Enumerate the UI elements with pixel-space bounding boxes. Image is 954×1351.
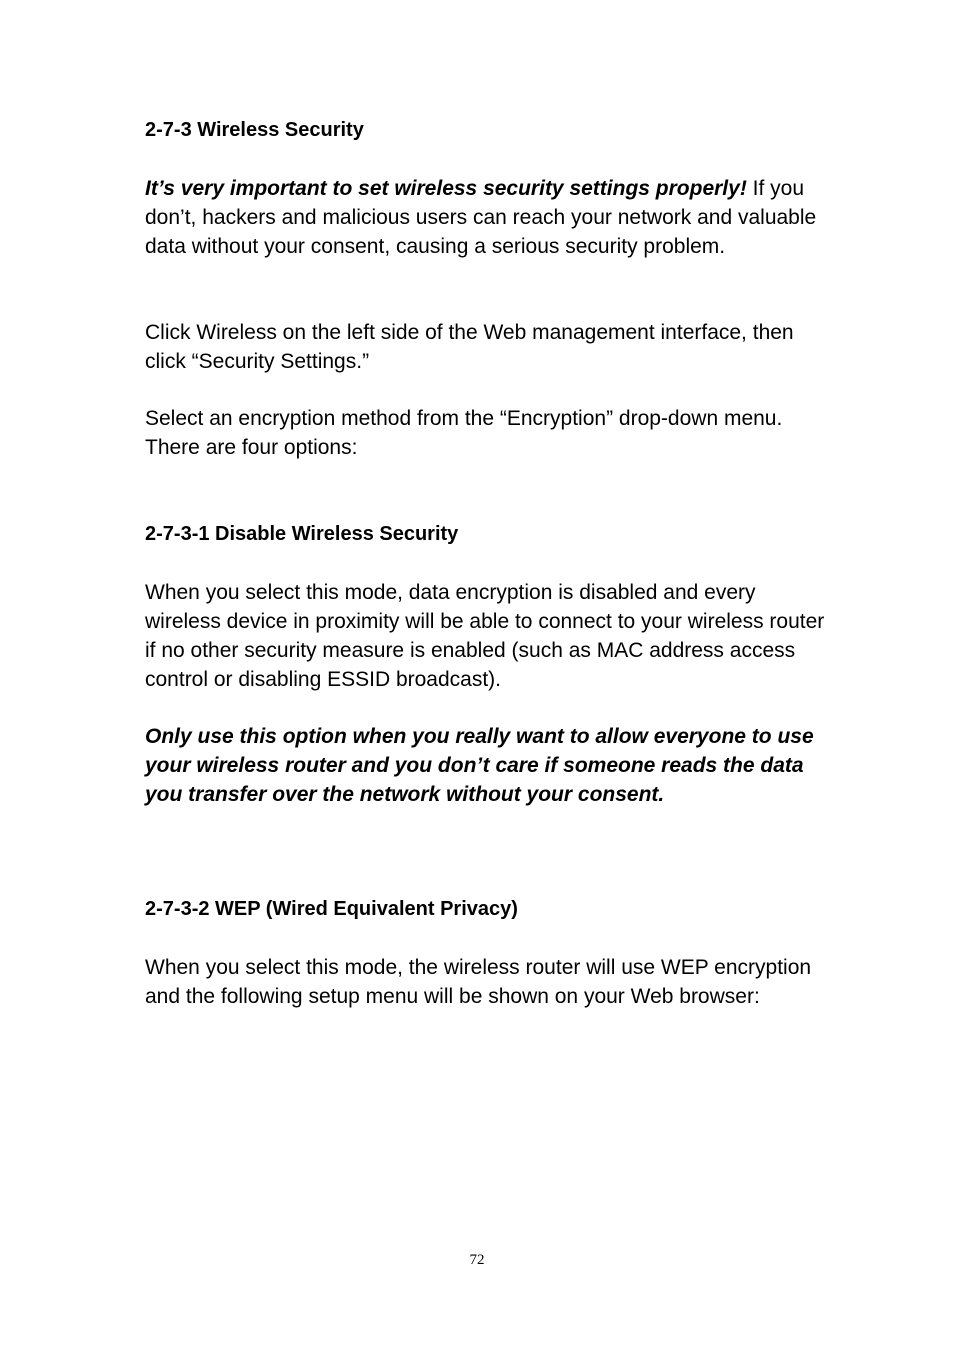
section-heading-wep: 2-7-3-2 WEP (Wired Equivalent Privacy) xyxy=(145,898,518,920)
wep-mode-paragraph: When you select this mode, the wireless router will use WEP encryption and the following setup menu will be shown on your Web browser: xyxy=(145,956,812,1008)
section-heading-wireless-security: 2-7-3 Wireless Security xyxy=(145,119,364,141)
intro-paragraph xyxy=(145,174,825,261)
section-heading-disable-wireless-security: 2-7-3-1 Disable Wireless Security xyxy=(145,523,459,545)
intro-emphasis: It’s very important to set wireless security settings properly! xyxy=(145,177,747,200)
disable-mode-paragraph: When you select this mode, data encryption is disabled and every wireless device in proximity will be able to connect to your wireless router if no other security measure is enabled (such as MAC address access control or disabling ESSID broadcast). xyxy=(145,581,825,691)
page-number: 72 xyxy=(469,1252,485,1268)
select-encryption-paragraph: Select an encryption method from the “Encryption” drop-down menu. There are four options: xyxy=(145,407,783,459)
intro-rest: If you don’t, hackers and malicious users can reach your network and valuable data without your consent, causing a serious security problem. xyxy=(145,177,817,258)
click-wireless-paragraph: Click Wireless on the left side of the Web management interface, then click “Security Settings.” xyxy=(145,321,794,373)
disable-warning-paragraph: Only use this option when you really want to allow everyone to use your wireless router and you don’t care if someone reads the data you transfer over the network without your consent. xyxy=(145,725,814,806)
